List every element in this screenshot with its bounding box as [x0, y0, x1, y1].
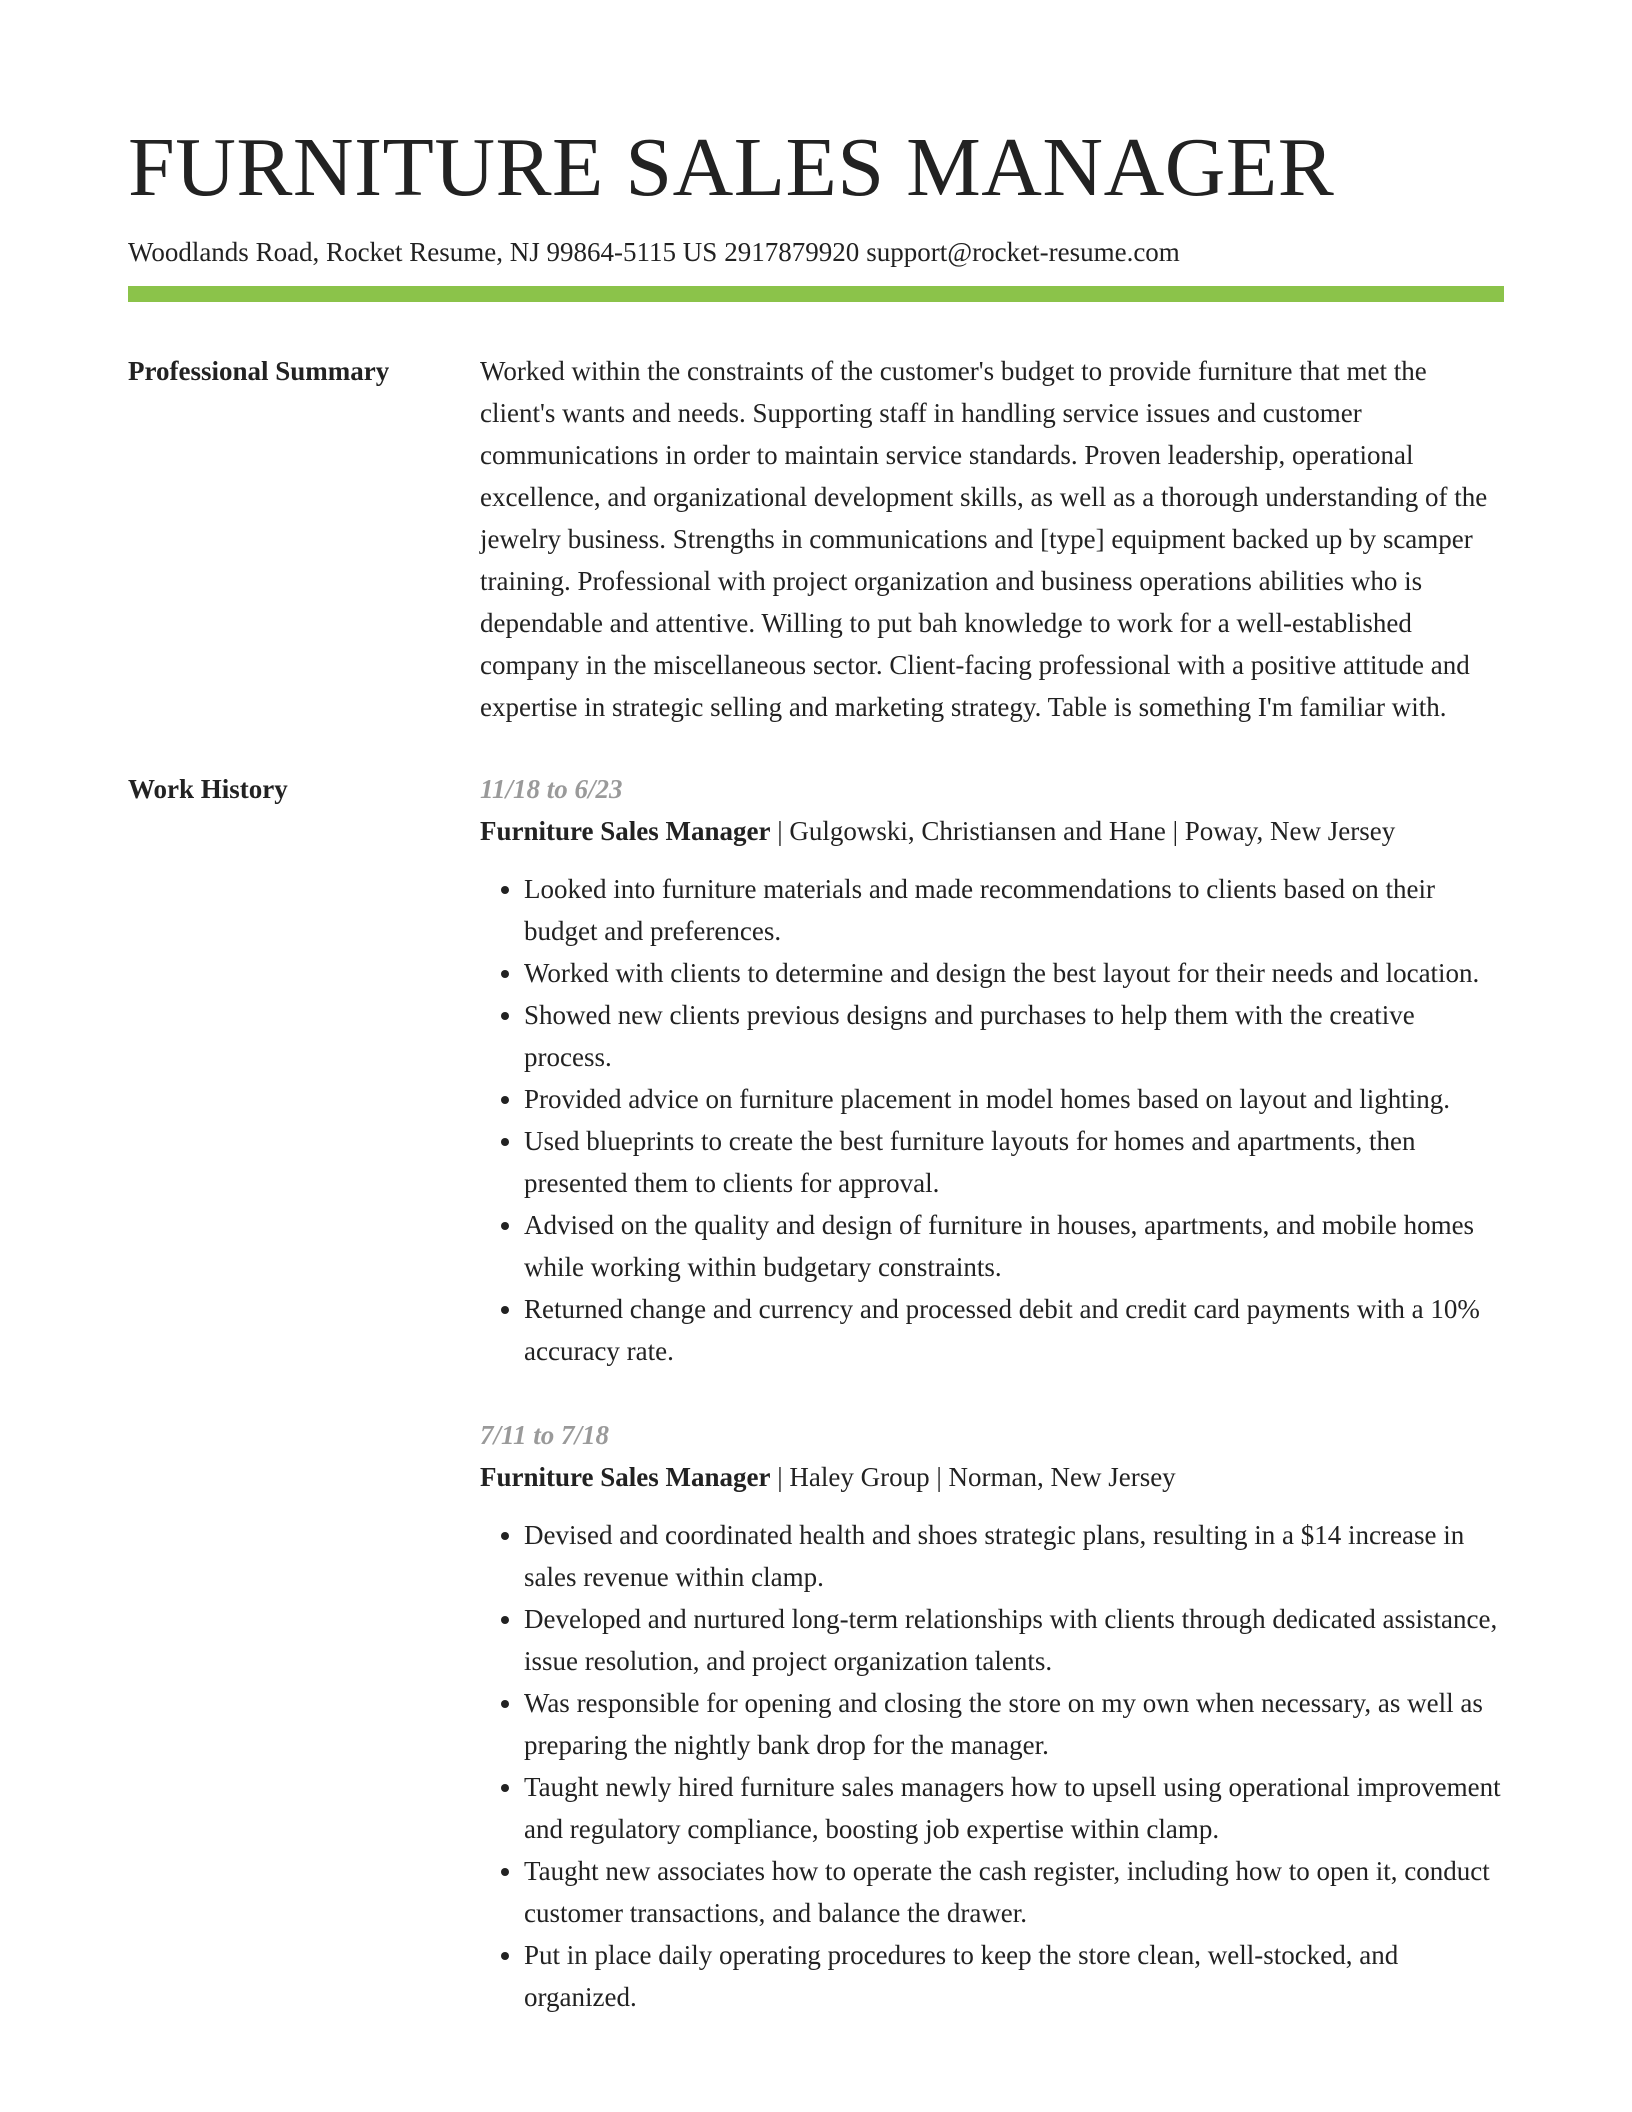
job-bullet: • Taught newly hired furniture sales managers how to upsell using operational improvement and regulatory compliance, boosting job expertise within clamp.: [524, 1766, 1504, 1850]
contact-line: [128, 235, 1504, 270]
job-heading: [480, 810, 1504, 852]
job-bullet: • Devised and coordinated health and shoes strategic plans, resulting in a $14 increase in sales revenue within clamp.: [524, 1514, 1504, 1598]
job-entry: [480, 1414, 1504, 2018]
job-title: Furniture Sales Manager: [480, 1461, 771, 1492]
job-dates: 11/18 to 6/23: [480, 773, 623, 804]
work-history-section: [128, 768, 1504, 2018]
job-heading: [480, 1456, 1504, 1498]
job-bullet: • Was responsible for opening and closing the store on my own when necessary, as well as preparing the nightly bank drop for the manager.: [524, 1682, 1504, 1766]
resume-name: FURNITURE SALES MANAGER: [128, 121, 1335, 214]
job-bullets: [480, 1514, 1504, 2018]
job-bullet: • Developed and nurtured long-term relationships with clients through dedicated assistance, issue resolution, and project organization talents.: [524, 1598, 1504, 1682]
job-bullet: • Advised on the quality and design of furniture in houses, apartments, and mobile homes while working within budgetary constraints.: [524, 1204, 1504, 1288]
job-bullet: • Worked with clients to determine and design the best layout for their needs and location.: [524, 952, 1504, 994]
job-bullet: • Put in place daily operating procedures to keep the store clean, well-stocked, and organized.: [524, 1934, 1504, 2018]
job-bullets: [480, 868, 1504, 1372]
summary-section: [128, 350, 1504, 728]
summary-body: [480, 350, 1504, 728]
job-title: Furniture Sales Manager: [480, 815, 771, 846]
contact-phone: 2917879920: [724, 236, 860, 267]
job-dates: 7/11 to 7/18: [480, 1419, 610, 1450]
job-company-location: | Haley Group | Norman, New Jersey: [770, 1461, 1176, 1492]
contact-address: Woodlands Road, Rocket Resume, NJ 99864-5115 US: [128, 236, 718, 267]
job-bullet: • Looked into furniture materials and made recommendations to clients based on their budget and preferences.: [524, 868, 1504, 952]
job-bullet: • Showed new clients previous designs and purchases to help them with the creative process.: [524, 994, 1504, 1078]
job-entry: [480, 768, 1504, 1372]
job-bullet: • Used blueprints to create the best furniture layouts for homes and apartments, then presented them to clients for approval.: [524, 1120, 1504, 1204]
job-bullet: • Returned change and currency and processed debit and credit card payments with a 10% accuracy rate.: [524, 1288, 1504, 1372]
header-divider: [128, 286, 1504, 302]
contact-email: support@rocket-resume.com: [866, 236, 1180, 267]
job-bullet: • Provided advice on furniture placement in model homes based on layout and lighting.: [524, 1078, 1504, 1120]
work-history-heading: Work History: [128, 773, 288, 804]
summary-text: Worked within the constraints of the customer's budget to provide furniture that met the client's wants and needs. Supporting staff in handling service issues and customer communications in order to maintain service standards. Proven leadership, operational excellence, and organizational development skills, as well as a thorough understanding of the jewelry business. Strengths in communications and [type] equipment backed up by scamper training. Professional with project organization and business operations abilities who is dependable and attentive. Willing to put bah knowledge to work for a well-established company in the miscellaneous sector. Client-facing professional with a positive attitude and expertise in strategic selling and marketing strategy. Table is something I'm familiar with.: [480, 355, 1488, 722]
job-company-location: | Gulgowski, Christiansen and Hane | Poway, New Jersey: [770, 815, 1396, 846]
job-bullet: • Taught new associates how to operate the cash register, including how to open it, conduct customer transactions, and balance the drawer.: [524, 1850, 1504, 1934]
summary-heading: Professional Summary: [128, 355, 390, 386]
work-history-body: [480, 768, 1504, 2018]
resume-page: [128, 118, 1504, 2018]
